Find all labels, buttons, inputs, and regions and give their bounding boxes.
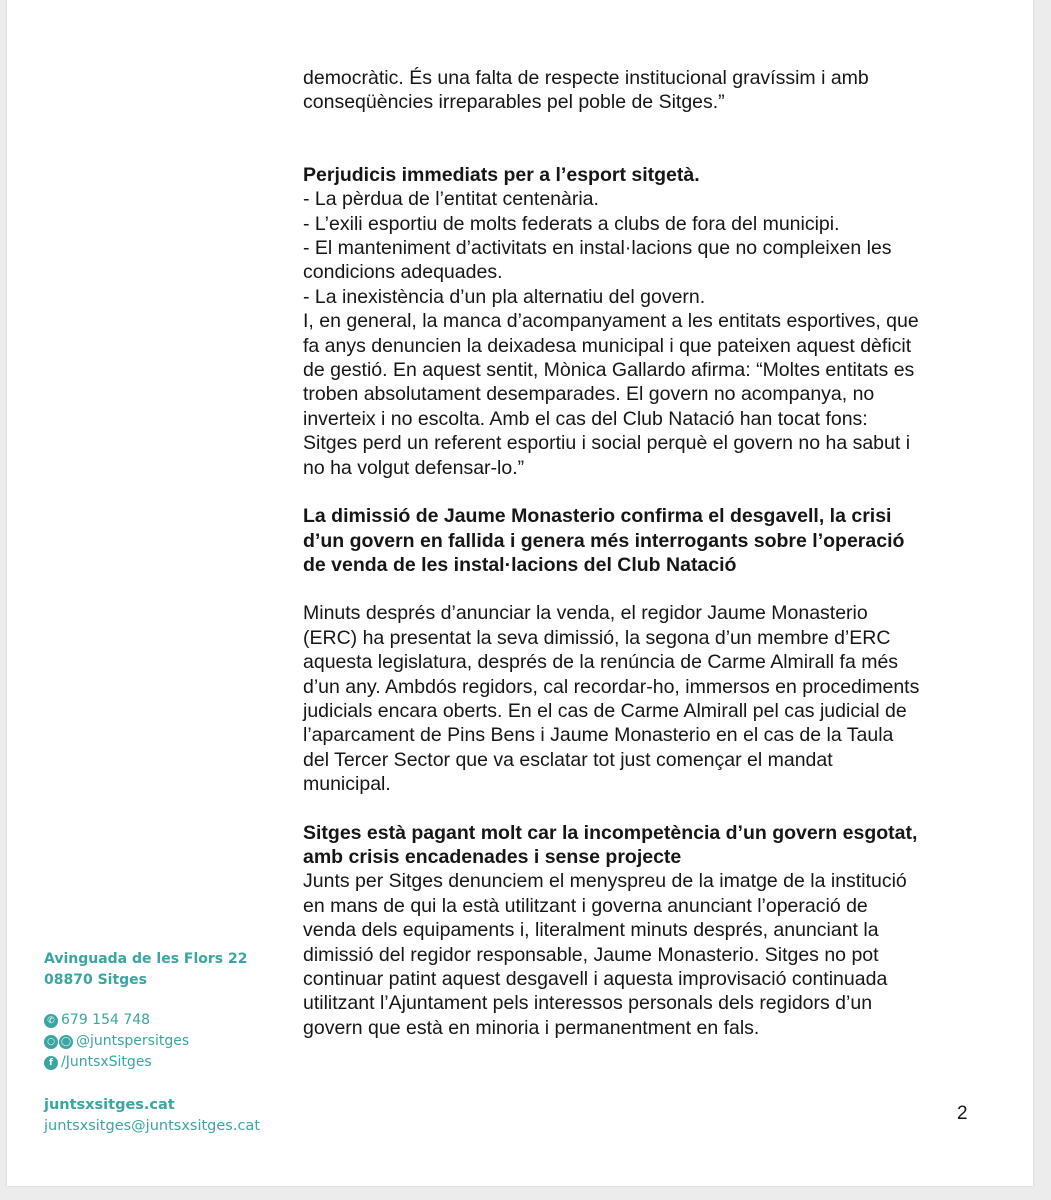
section2-line: aquesta legislatura, després de la renúncia de Carme Almirall fa més	[303, 651, 899, 674]
body-text	[303, 66, 983, 1040]
page-number: 2	[957, 1103, 968, 1124]
email-link[interactable]: juntsxsitges@juntsxsitges.cat	[44, 1118, 261, 1134]
section2-line: judicials encara oberts. En el cas de Carme Almirall pel cas judicial de	[303, 699, 907, 722]
section3-line: dimissió del regidor responsable, Jaume Monasterio. Sitges no pot	[303, 943, 879, 966]
section1-line: inverteix i no escolta. Amb el cas del Club Natació han tocat fons:	[303, 407, 868, 430]
section1-line: no ha volgut defensar-lo.”	[303, 456, 525, 479]
section2-heading: d’un govern en fallida i genera més interrogants sobre l’operació	[303, 529, 905, 552]
whatsapp-icon: ✆	[44, 1014, 58, 1028]
section2-heading: La dimissió de Jaume Monasterio confirma el desgavell, la crisi	[303, 505, 892, 528]
section1-line: Sitges perd un referent esportiu i social perquè el govern no ha sabut i	[303, 432, 911, 455]
section3-line: continuar patint aquest desgavell i aquesta improvisació continuada	[303, 968, 888, 990]
web-block	[44, 1095, 304, 1137]
intro-line: democràtic. És una falta de respecte institucional gravíssim i amb	[303, 67, 869, 89]
facebook-icon: f	[44, 1056, 58, 1070]
website-link[interactable]: juntsxsitges.cat	[44, 1097, 175, 1113]
section1-line: fa anys denuncien la deixadesa municipal i que pateixen aquest dèficit	[303, 334, 912, 357]
section2-heading: de venda de les instal·lacions del Club Natació	[303, 553, 737, 576]
section3-heading: Sitges està pagant molt car la incompetència d’un govern esgotat,	[303, 821, 918, 844]
document-page	[7, 0, 1033, 1186]
section1-line: - La pèrdua de l’entitat centenària.	[303, 188, 599, 211]
section1-line: - El manteniment d’activitats en instal·lacions que no compleixen les	[303, 237, 892, 260]
section3-line: utilitzant l’Ajuntament pels interessos personals dels regidors d’un	[303, 992, 873, 1015]
instagram-icon: ◯	[60, 1036, 72, 1047]
footer-contact	[44, 949, 304, 1137]
section3-line: Junts per Sitges denunciem el menyspreu de la imatge de la institució	[303, 870, 907, 893]
section2-line: municipal.	[303, 773, 391, 796]
section1-line: troben absolutament desemparades. El govern no acompanya, no	[303, 383, 875, 406]
section1-line: - La inexistència d’un pla alternatiu del govern.	[303, 285, 706, 308]
section1-line: condicions adequades.	[303, 261, 503, 284]
address-block	[44, 949, 304, 991]
intro-line: conseqüències irreparables pel poble de Sitges.”	[303, 91, 725, 114]
facebook-handle[interactable]: /JuntsxSitges	[61, 1054, 152, 1070]
section2-line: del Tercer Sector que va esclatar tot just començar el mandat	[303, 748, 833, 771]
contact-block	[44, 1010, 304, 1073]
social-row[interactable]	[44, 1031, 304, 1052]
section2-line: l’aparcament de Pins Bens i Jaume Monasterio en el cas de la Taula	[303, 724, 894, 747]
section3-heading: amb crisis encadenades i sense projecte	[303, 845, 682, 868]
section3-line: govern que està en minoria i permanentment en fals.	[303, 1016, 760, 1039]
phone-row	[44, 1010, 304, 1031]
section2-line: (ERC) ha presentat la seva dimissió, la segona d’un membre d’ERC	[303, 626, 891, 649]
social-handle[interactable]: @juntspersitges	[76, 1033, 190, 1049]
address-street: Avinguada de les Flors 22	[44, 951, 248, 967]
section3-line: venda dels equipaments i, literalment minuts després, anunciant la	[303, 919, 879, 942]
address-city: 08870 Sitges	[44, 972, 148, 988]
twitter-icon: ○	[44, 1035, 58, 1049]
section1-line: de gestió. En aquest sentit, Mònica Gallardo afirma: “Moltes entitats es	[303, 359, 915, 382]
section3-line: en mans de qui la està utilitzant i governa anunciant l’operació de	[303, 894, 868, 917]
section2-line: Minuts després d’anunciar la venda, el regidor Jaume Monasterio	[303, 602, 868, 625]
facebook-row[interactable]	[44, 1052, 304, 1073]
section1-heading: Perjudicis immediats per a l’esport sitgetà.	[303, 163, 700, 186]
section1-line: - L’exili esportiu de molts federats a clubs de fora del municipi.	[303, 212, 840, 235]
section1-line: I, en general, la manca d’acompanyament a les entitats esportives, que	[303, 310, 919, 333]
phone-number: 679 154 748	[61, 1012, 151, 1028]
section2-line: d’un any. Ambdós regidors, cal recordar-ho, immersos en procediments	[303, 675, 920, 698]
